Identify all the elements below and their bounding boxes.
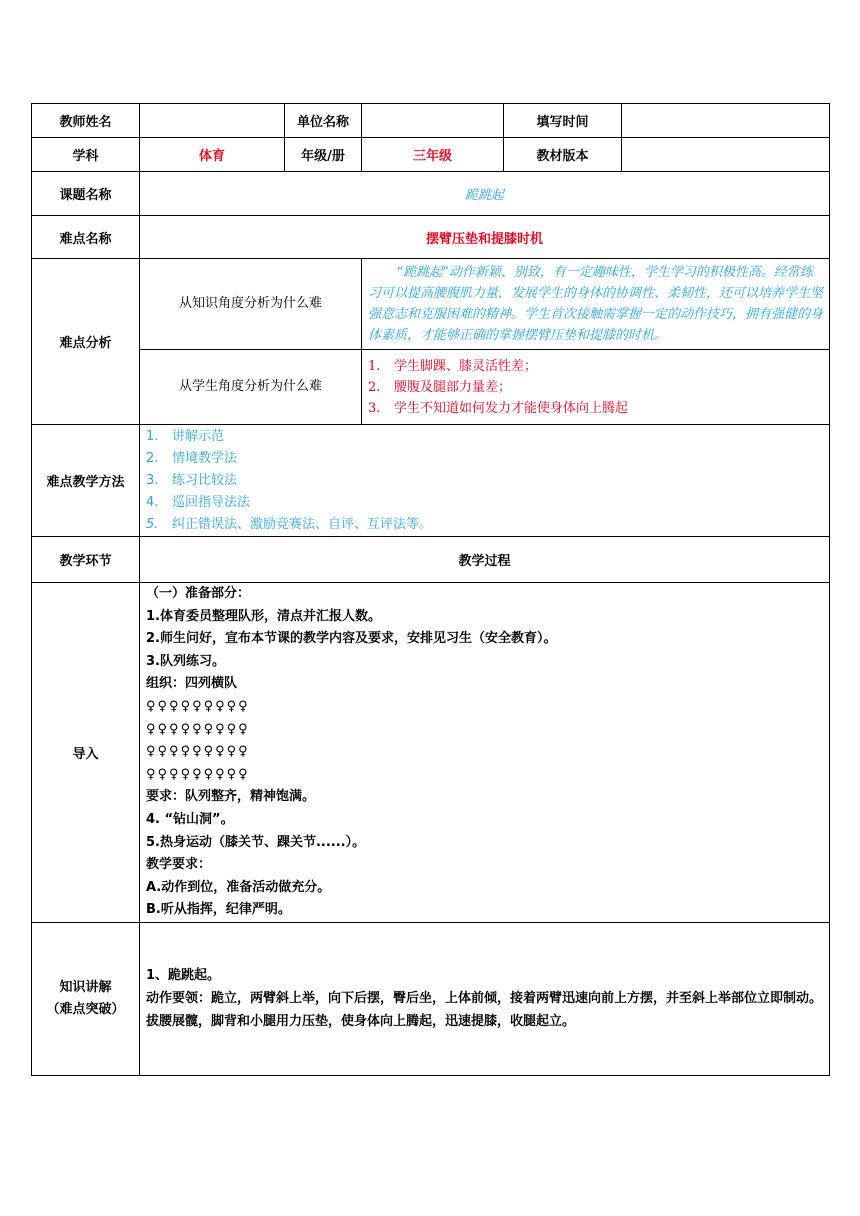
student-point: 3. 学生不知道如何发力才能使身体向上腾起 (368, 400, 629, 416)
method-item: 4. 巡回指导法法 (146, 494, 251, 510)
intro-row (32, 583, 830, 923)
knowledge-angle-text: “跪跳起”动作新颖、别致，有一定趣味性，学生学习的积极性高。经常练习可以提高腰腹肌力量，发展学生的身体的协调性、柔韧性，还可以培养学生坚强意志和克服困难的精神。学生首次接触需掌握一定的动作技巧，拥有强健的身体素质，才能够正确的掌握摆臂压垫和提膝的时机。 (362, 259, 830, 350)
method-item: 5. 纠正错误法、激励竞赛法、自评、互评法等。 (146, 516, 433, 532)
student-angle-list (362, 350, 830, 425)
knowledge-line: 1、跪跳起。 (146, 968, 221, 984)
intro-line: 要求：队列整齐，精神饱满。 (146, 789, 316, 805)
grade-label: 年级/册 (285, 138, 362, 172)
student-angle-label: 从学生角度分析为什么难 (140, 350, 362, 425)
fill-date-label: 填写时间 (504, 104, 622, 138)
difficulty-value: 摆臂压垫和提膝时机 (140, 216, 830, 259)
methods-row (32, 425, 830, 537)
analysis-knowledge-row (32, 259, 830, 350)
teacher-name-value[interactable] (140, 104, 285, 138)
unit-name-label: 单位名称 (285, 104, 362, 138)
teacher-name-label: 教师姓名 (32, 104, 140, 138)
grade-value: 三年级 (362, 138, 504, 172)
intro-line: 组织：四列横队 (146, 676, 238, 692)
formation-row: ♀♀♀♀♀♀♀♀♀ (146, 766, 250, 782)
student-point: 1. 学生脚踝、膝灵活性差； (368, 358, 538, 374)
teaching-process-label: 教学过程 (140, 537, 830, 583)
fill-date-value[interactable] (622, 104, 830, 138)
student-point: 2. 腰腹及腿部力量差； (368, 379, 512, 395)
method-item: 2. 情境教学法 (146, 450, 238, 466)
header-row-2 (32, 138, 830, 172)
formation-row: ♀♀♀♀♀♀♀♀♀ (146, 698, 250, 714)
methods-label: 难点教学方法 (32, 425, 140, 537)
intro-line: 4. “钻山洞”。 (146, 811, 234, 827)
analysis-student-row (32, 350, 830, 425)
intro-line: （一）准备部分： (146, 586, 251, 601)
lesson-plan-table (31, 103, 830, 1076)
intro-line: B.听从指挥，纪律严明。 (146, 902, 291, 918)
edition-value[interactable] (622, 138, 830, 172)
subject-value: 体育 (140, 138, 285, 172)
edition-label: 教材版本 (504, 138, 622, 172)
topic-label: 课题名称 (32, 172, 140, 216)
unit-name-value[interactable] (362, 104, 504, 138)
knowledge-angle-label: 从知识角度分析为什么难 (140, 259, 362, 350)
topic-row (32, 172, 830, 216)
subject-label: 学科 (32, 138, 140, 172)
intro-line: 5.热身运动（膝关节、踝关节......）。 (146, 834, 366, 850)
topic-value: 跪跳起 (140, 172, 830, 216)
difficulty-label: 难点名称 (32, 216, 140, 259)
method-item: 1. 讲解示范 (146, 428, 225, 444)
knowledge-line: 动作要领：跪立，两臂斜上举，向下后摆，臀后坐，上体前倾，接着两臂迅速向前上方摆，并至斜上举部位立即制动。拔腰展髋，脚背和小腿用力压垫，使身体向上腾起，迅速提膝，收腿起立。 (146, 991, 823, 1030)
intro-line: 教学要求： (146, 857, 212, 873)
knowledge-row (32, 922, 830, 1075)
intro-line: 3.队列练习。 (146, 653, 225, 669)
intro-line: 2.师生问好，宣布本节课的教学内容及要求，安排见习生（安全教育）。 (146, 631, 557, 647)
intro-content (140, 583, 830, 923)
analysis-label: 难点分析 (32, 259, 140, 425)
intro-label: 导入 (32, 583, 140, 923)
methods-list (140, 425, 830, 537)
formation-row: ♀♀♀♀♀♀♀♀♀ (146, 721, 250, 737)
intro-line: 1.体育委员整理队形，清点并汇报人数。 (146, 608, 381, 624)
method-item: 3. 练习比较法 (146, 472, 238, 488)
formation-row: ♀♀♀♀♀♀♀♀♀ (146, 744, 250, 760)
knowledge-label: 知识讲解 （难点突破） (32, 922, 140, 1075)
knowledge-content (140, 922, 830, 1075)
header-row-1 (32, 104, 830, 138)
difficulty-row (32, 216, 830, 259)
intro-line: A.动作到位，准备活动做充分。 (146, 879, 331, 895)
teaching-step-label: 教学环节 (32, 537, 140, 583)
process-header-row (32, 537, 830, 583)
